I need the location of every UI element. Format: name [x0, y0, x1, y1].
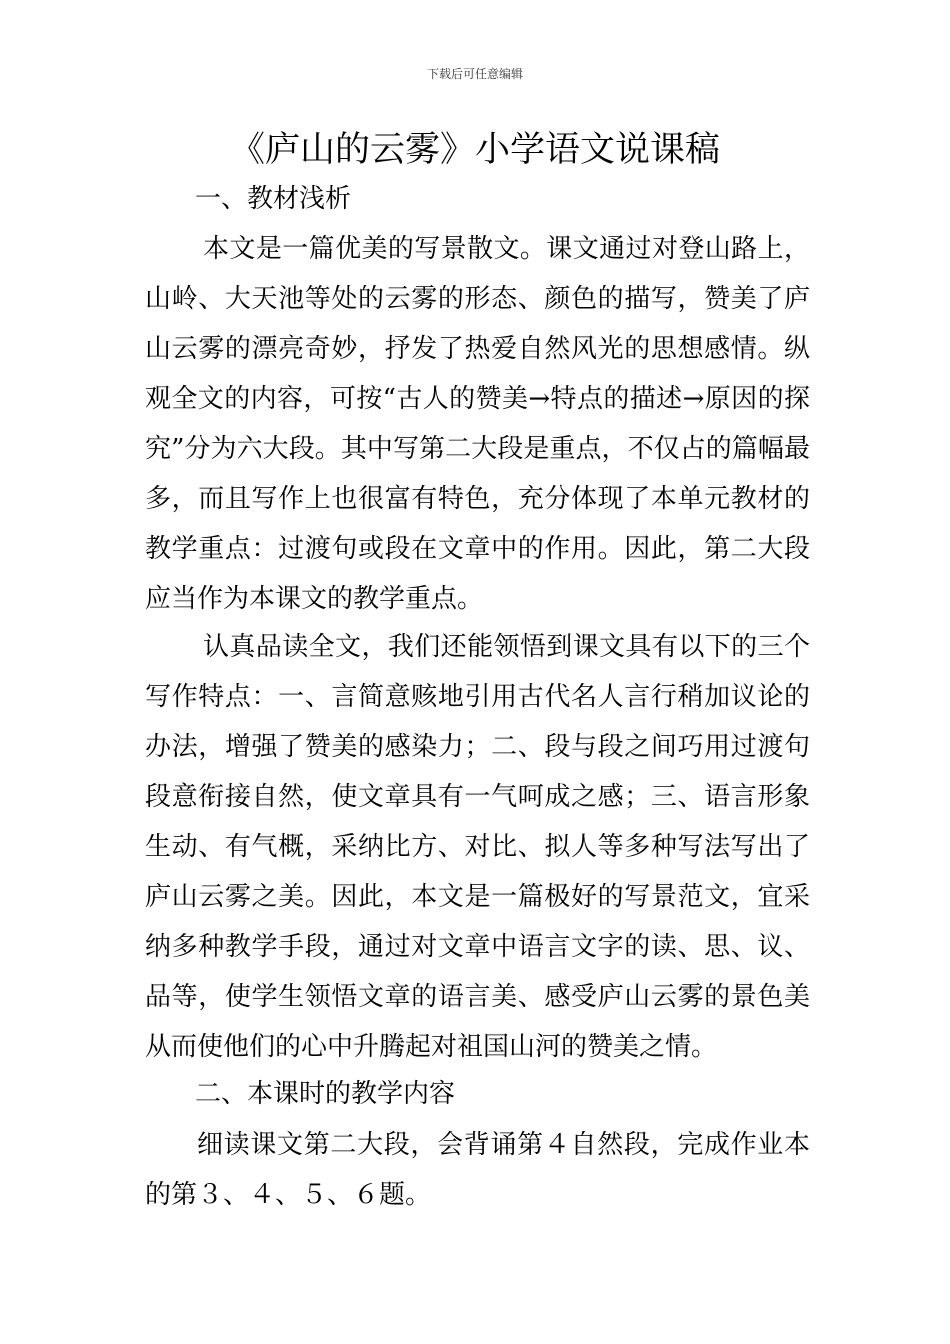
document-title: 《庐山的云雾》小学语文说课稿: [229, 130, 720, 170]
header-note: 下载后可任意编辑: [426, 67, 523, 81]
paragraph-lesson-content: 细读课文第二大段，会背诵第４自然段，完成作业本的第３、４、５、６题。: [145, 1130, 810, 1210]
paragraph-text-analysis: 本文是一篇优美的写景散文。课文通过对登山路上，山岭、大天池等处的云雾的形态、颜色的描写，赞美了庐山云雾的漂亮奇妙，抒发了热爱自然风光的思想感情。纵观全文的内容，可按“古人的赞美→特点的描述→原因的探究”分为六大段。其中写第二大段是重点，不仅占的篇幅最多，而且写作上也很富有特色，充分体现了本单元教材的教学重点：过渡句或段在文章中的作用。因此，第二大段应当作为本课文的教学重点。: [145, 234, 810, 614]
paragraph-writing-features: 认真品读全文，我们还能领悟到课文具有以下的三个写作特点：一、言简意赅地引用古代名人言行稍加议论的办法，增强了赞美的感染力；二、段与段之间巧用过渡句段意衔接自然，使文章具有一气呵成之感；三、语言形象生动、有气概，采纳比方、对比、拟人等多种写法写出了庐山云雾之美。因此，本文是一篇极好的写景范文，宜采纳多种教学手段，通过对文章中语言文字的读、思、议、品等，使学生领悟文章的语言美、感受庐山云雾的景色美从而使他们的心中升腾起对祖国山河的赞美之情。: [145, 632, 810, 1062]
section-heading-materials: 一、教材浅析: [195, 184, 352, 214]
section-heading-lesson-content: 二、本课时的教学内容: [195, 1079, 456, 1109]
